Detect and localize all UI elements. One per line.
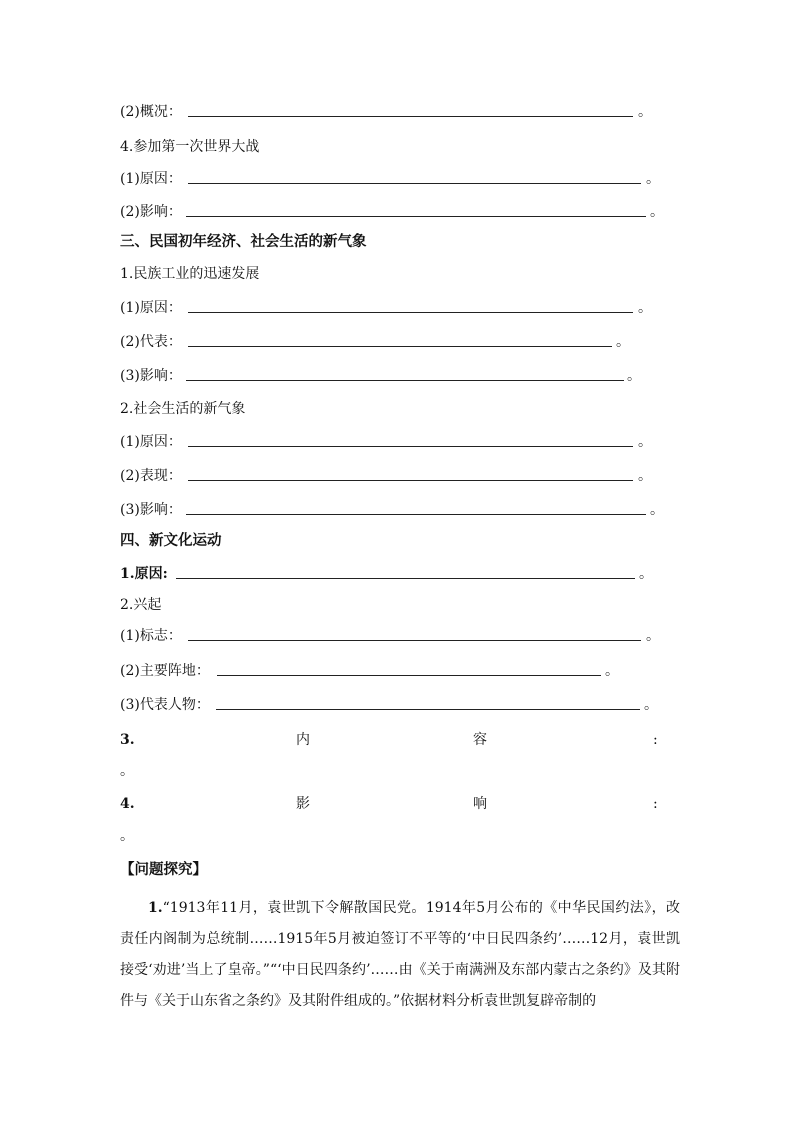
period: 。 [646, 171, 660, 187]
ww1-impact-label: (2)影响： [120, 204, 182, 220]
rise-sign-row [120, 626, 670, 646]
heading-ww1: 4.参加第一次世界大战 [120, 139, 260, 155]
section-4-title: 四、新文化运动 [120, 533, 222, 549]
subheading-social-life: 2.社会生活的新气象 [120, 401, 246, 417]
answer-blank[interactable] [176, 578, 635, 579]
section-3-title: 三、民国初年经济、社会生活的新气象 [120, 234, 367, 250]
item-3-char-2: 容 [473, 732, 487, 748]
subheading-rise: 2.兴起 [120, 597, 162, 613]
period: 。 [638, 468, 652, 484]
overview-row [120, 102, 660, 122]
subheading-national-industry: 1.民族工业的迅速发展 [120, 266, 260, 282]
period: 。 [605, 663, 619, 679]
overview-label: (2)概况： [120, 104, 182, 120]
answer-blank[interactable] [188, 346, 612, 347]
period: 。 [638, 104, 652, 120]
industry-rep-label: (2)代表： [120, 334, 182, 350]
period: 。 [638, 434, 652, 450]
nc-cause-row [120, 564, 660, 584]
explore-title: 【问题探究】 [120, 862, 207, 878]
industry-rep-row [120, 332, 640, 352]
answer-blank[interactable] [188, 183, 641, 184]
industry-cause-row [120, 298, 660, 318]
rise-base-label: (2)主要阵地： [120, 663, 210, 679]
item-3-period: 。 [120, 763, 134, 779]
rise-people-row [120, 695, 660, 715]
social-impact-row [120, 500, 670, 520]
item-3-number: 3. [120, 732, 135, 748]
answer-blank[interactable] [188, 446, 633, 447]
explore-question [120, 893, 680, 1017]
social-impact-label: (3)影响： [120, 502, 182, 518]
answer-blank[interactable] [188, 640, 641, 641]
item-4-char-2: 响 [473, 796, 487, 812]
industry-impact-label: (3)影响： [120, 368, 182, 384]
rise-people-label: (3)代表人物： [120, 697, 210, 713]
answer-blank[interactable] [217, 675, 601, 676]
period: 。 [650, 502, 664, 518]
social-show-label: (2)表现： [120, 468, 182, 484]
social-cause-label: (1)原因： [120, 434, 182, 450]
answer-blank[interactable] [216, 709, 640, 710]
period: 。 [646, 628, 660, 644]
item-3-char-1: 内 [296, 732, 310, 748]
ww1-cause-row [120, 169, 670, 189]
answer-blank[interactable] [188, 116, 633, 117]
period: 。 [638, 300, 652, 316]
ww1-cause-label: (1)原因： [120, 171, 182, 187]
period: 。 [639, 566, 653, 582]
period: 。 [616, 334, 630, 350]
nc-cause-label: 1.原因: [120, 566, 168, 582]
question-number: 1. [148, 900, 163, 916]
industry-impact-row [120, 366, 650, 386]
ww1-impact-row [120, 202, 670, 222]
rise-sign-label: (1)标志： [120, 628, 182, 644]
industry-cause-label: (1)原因： [120, 300, 182, 316]
item-3-colon: : [653, 732, 658, 748]
period: 。 [644, 697, 658, 713]
answer-blank[interactable] [188, 480, 633, 481]
item-4-period: 。 [120, 828, 134, 844]
impact-row [120, 794, 660, 814]
answer-blank[interactable] [186, 380, 624, 381]
item-4-char-1: 影 [296, 796, 310, 812]
answer-blank[interactable] [186, 514, 646, 515]
social-cause-row [120, 432, 660, 452]
answer-blank[interactable] [186, 216, 646, 217]
question-text: “1913年11月，袁世凯下令解散国民党。1914年5月公布的《中华民国约法》，改责任内阁制为总统制……1915年5月被迫签订不平等的‘中日民四条约’……12月，袁世凯接受‘劝进’当上了皇帝。”“‘中日民四条约’……由《关于南满洲及东部内蒙古之条约》及其附件与《关于山东省之条约》及其附件组成的。”依据材料分析袁世凯复辟帝制的 [120, 900, 680, 1009]
item-4-colon: : [653, 796, 658, 812]
rise-base-row [120, 661, 620, 681]
period: 。 [627, 368, 641, 384]
period: 。 [650, 204, 664, 220]
item-4-number: 4. [120, 796, 135, 812]
social-show-row [120, 466, 660, 486]
explore-paragraph [120, 893, 680, 1017]
content-row [120, 730, 660, 750]
answer-blank[interactable] [188, 312, 633, 313]
